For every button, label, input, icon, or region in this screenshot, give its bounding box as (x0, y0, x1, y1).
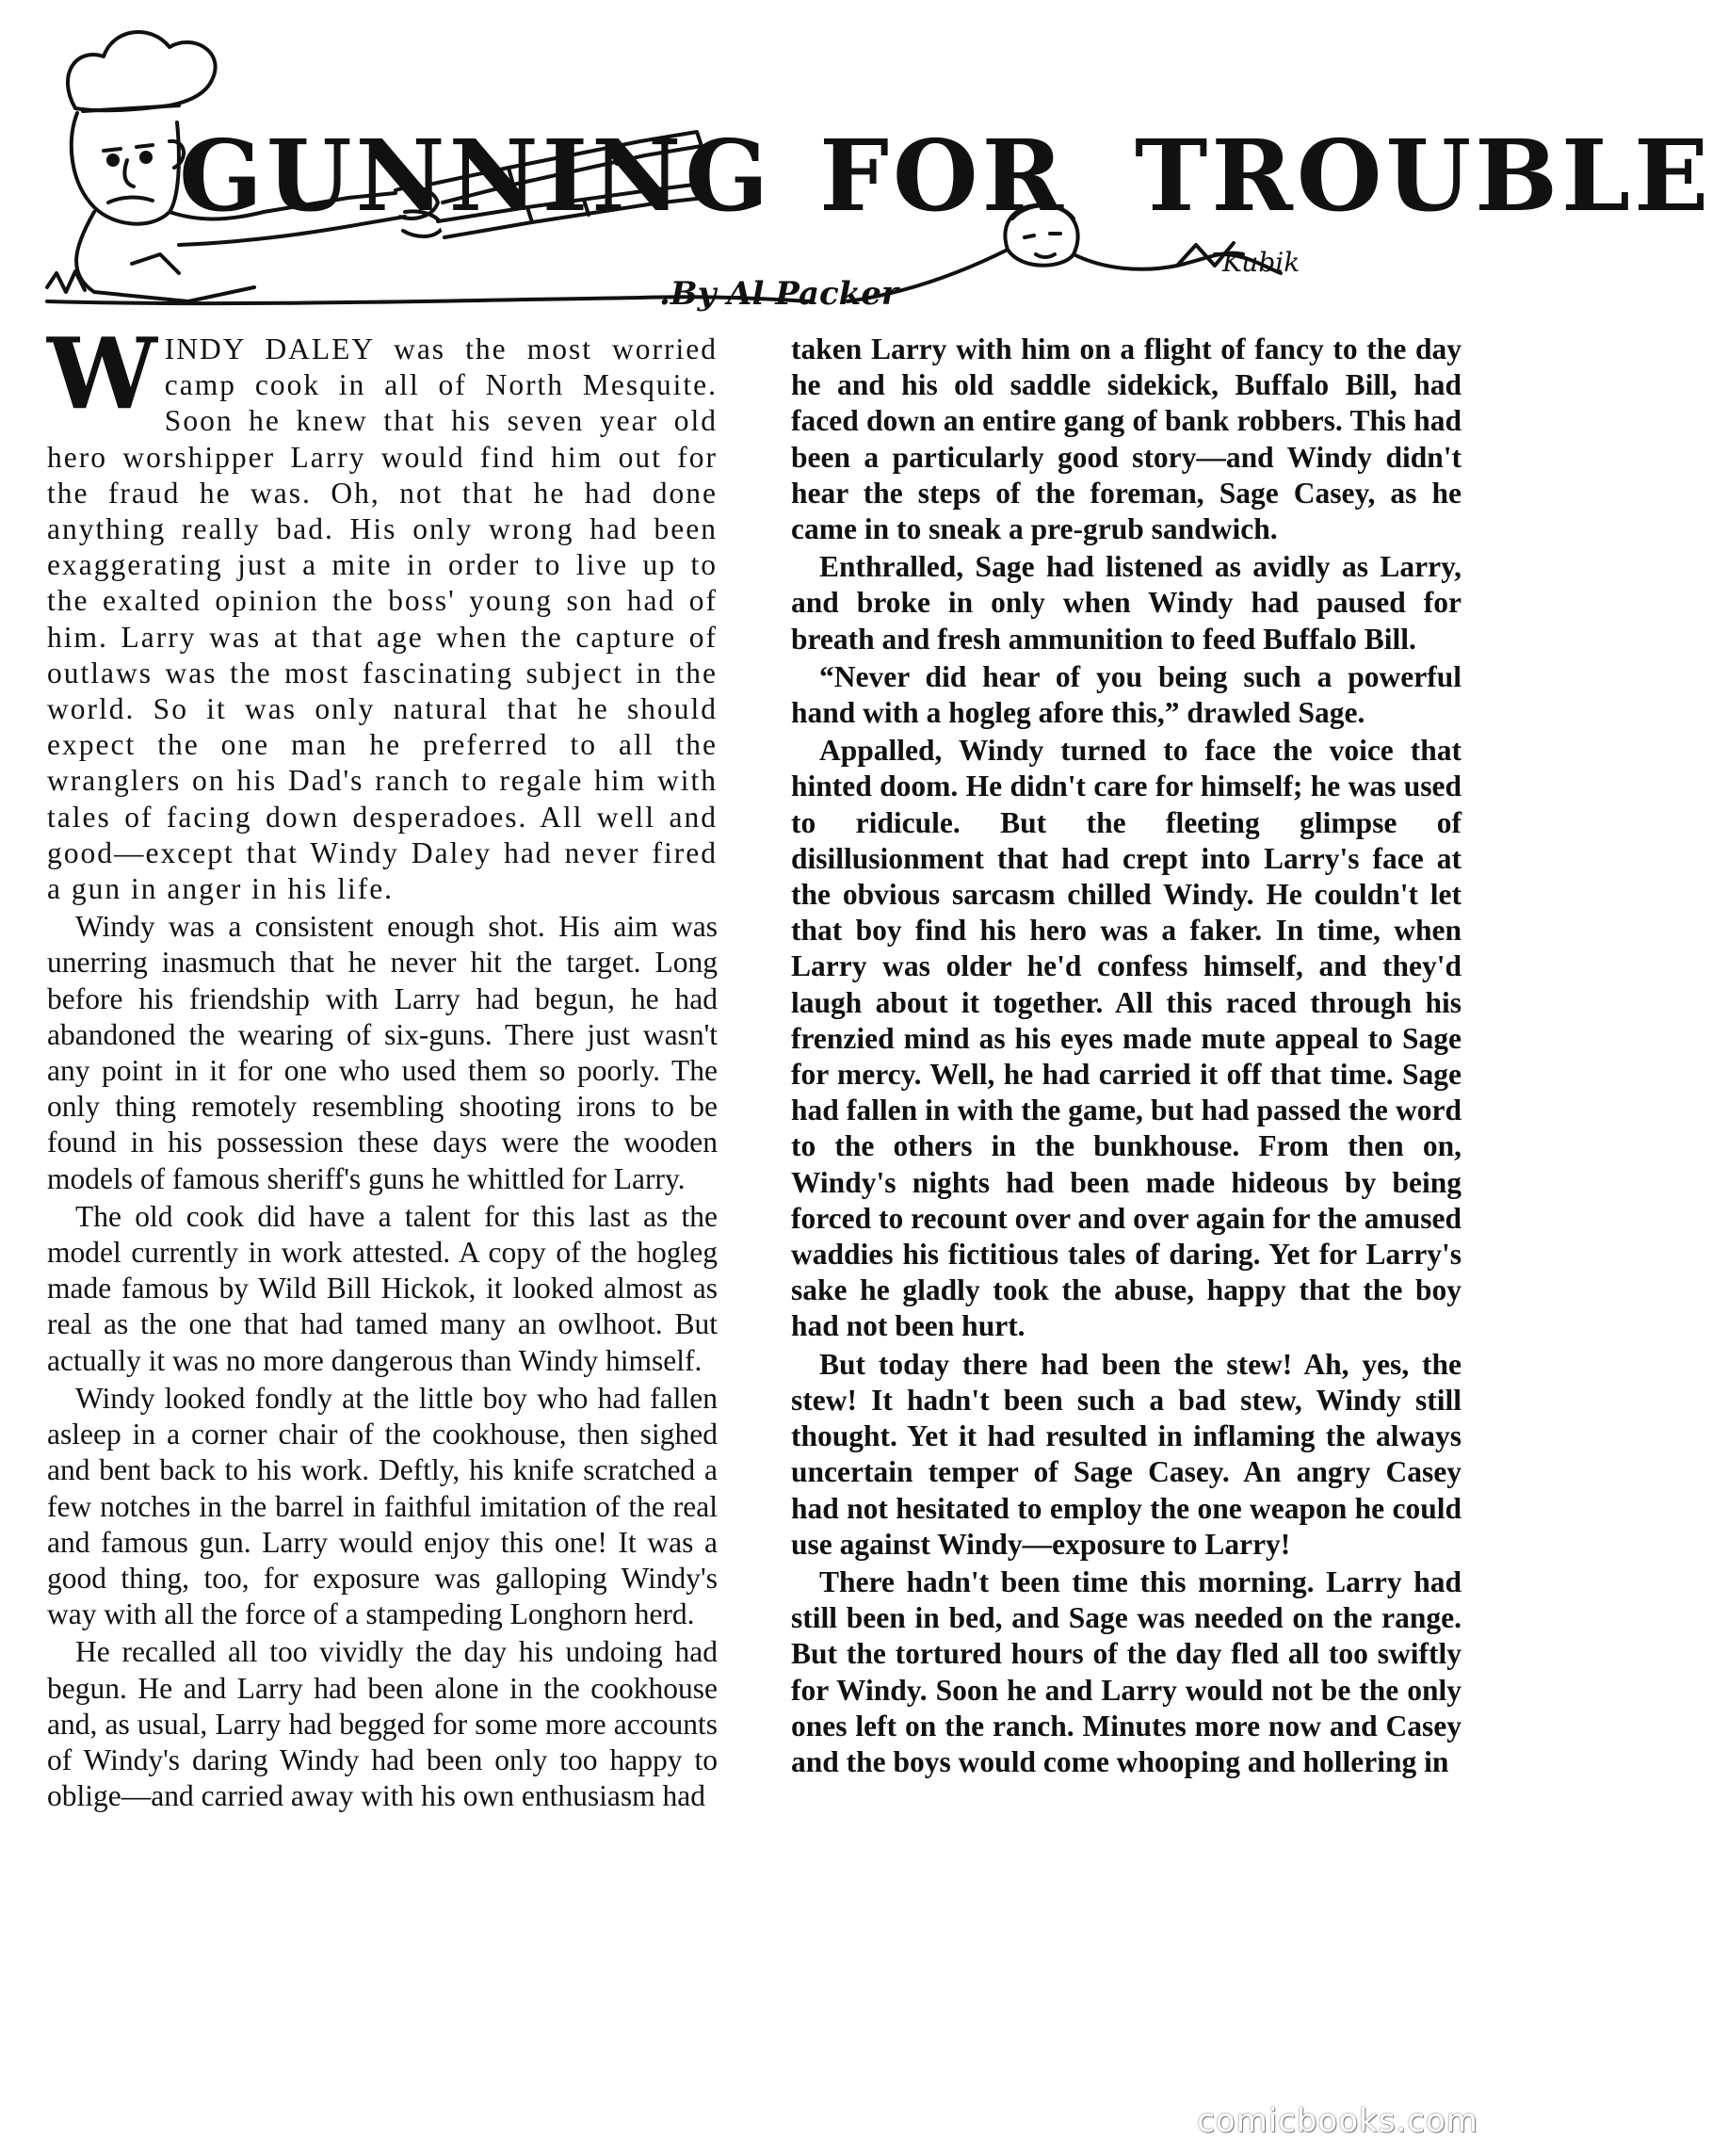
artist-signature: Kubik (1222, 247, 1300, 278)
paragraph: The old cook did have a talent for this last as the model currently in work attested. A copy of the hogleg made famous by Wild Bill Hickok, it looked almost as real as the one that had tamed many an owlhoot. But actually it was no more dangerous than Windy himself. (47, 1199, 718, 1377)
paragraph: “Never did hear of you being such a powerful hand with a hogleg afore this,” drawled Sage. (791, 659, 1462, 730)
paragraph: Windy was a consistent enough shot. His aim was unerring inasmuch that he never hit the target. Long before his friendship with Larry had begun, he had abandoned the wearing of six-guns. There just wasn't any point in it for one who used them so poorly. The only thing remotely resembling shooting irons to be found in his possession these days were the wooden models of famous sheriff's guns he whittled for Larry. (47, 910, 718, 1195)
byline: .By Al Packer (659, 275, 898, 313)
paragraph: He recalled all too vividly the day his undoing had begun. He and Larry had been alone in the cookhouse and, as usual, Larry had begged for some more accounts of Windy's daring Windy had been only too happy to oblige—and carried away with his own enthusiasm had (47, 1635, 718, 1813)
title-word-2: FOR (819, 118, 1068, 234)
left-column (47, 316, 718, 2083)
paragraph: Windy looked fondly at the little boy who had fallen asleep in a corner chair of the cookhouse, then sighed and bent back to his work. Deftly, his knife scratched a few notches in the barrel in faithful imitation of the real and famous gun. Larry would enjoy this one! It was a good thing, too, for exposure was galloping Windy's way with all the force of a stampeding Longhorn herd. (47, 1381, 718, 1631)
chef-hat-icon (68, 32, 216, 110)
story-title (179, 118, 1712, 234)
paragraph: taken Larry with him on a flight of fancy to the day he and his old saddle sidekick, Buffalo Bill, had faced down an entire gang of bank robbers. This had been a particularly good story—and Windy didn't hear the steps of the foreman, Sage Casey, as he came in to sneak a pre-grub sandwich. (791, 332, 1462, 546)
paragraph: Enthralled, Sage had listened as avidly as Larry, and broke in only when Windy had paused for breath and fresh ammunition to feed Buffalo Bill. (791, 550, 1462, 656)
paragraph: There hadn't been time this morning. Larry had still been in bed, and Sage was needed on the range. But the tortured hours of the day fled all too swiftly for Windy. Soon he and Larry would not be the only ones left on the ranch. Minutes more now and Casey and the boys would come whooping and hollering in (791, 1564, 1462, 1778)
paragraph: Appalled, Windy turned to face the voice that hinted doom. He didn't care for himself; he was used to ridicule. But the fleeting glimpse of disillusionment that had crept into Larry's face at the obvious sarcasm chilled Windy. He couldn't let that boy find his hero was a faker. In time, when Larry was older he'd confess himself, and they'd laugh about it together. All this raced through his frenzied mind as his eyes made mute appeal to Sage for mercy. Well, he had carried it off that time. Sage had fallen in with the game, but had passed the word to the others in the bunkhouse. From then on, Windy's nights had been made hideous by being forced to recount over and over again for the amused waddies his fictitious tales of daring. Yet for Larry's sake he gladly took the abuse, happy that the boy had not been hurt. (791, 734, 1462, 1343)
opening-text: INDY DALEY was the most worried camp cook in all of North Mesquite. Soon he knew that his seven year old hero worshipper Larry would find him out for the fraud he was. Oh, not that he had done anything really bad. His only wrong had been exaggerating just a mite in order to live up to the exalted opinion the boss' young son had of him. Larry was at that age when the capture of outlaws was the most fascinating subject in the world. So it was only natural that he should expect the one man he preferred to all the wranglers on his Dad's ranch to regale him with tales of facing down desperadoes. All well and good—except that Windy Daley had never fired a gun in anger in his life. (47, 332, 718, 906)
title-word-3: TROUBLE (1135, 118, 1712, 234)
right-column (791, 332, 1462, 2083)
site-watermark: comicbooks.com (1197, 2102, 1478, 2140)
title-word-1: GUNNING (179, 118, 773, 234)
paragraph: But today there had been the stew! Ah, yes, the stew! It hadn't been such a bad stew, Windy still thought. Yet it had resulted in inflaming the always uncertain temper of Sage Casey. An angry Casey had not hesitated to employ the one weapon he could use against Windy—exposure to Larry! (791, 1347, 1462, 1561)
opening-paragraph (47, 316, 718, 907)
drop-cap: W (47, 316, 157, 431)
story-header (38, 19, 1712, 320)
